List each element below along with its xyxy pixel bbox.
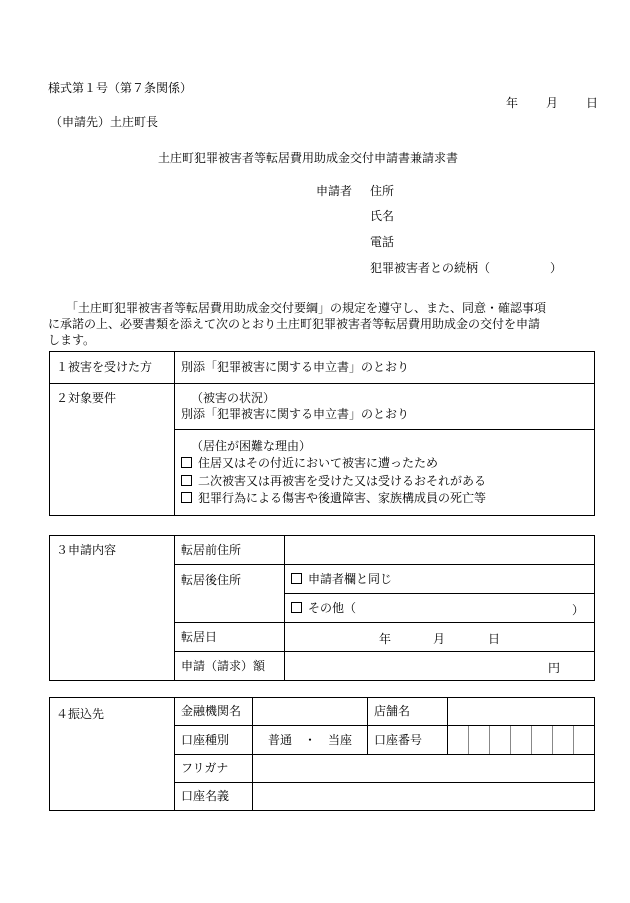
move-date-field[interactable]: 年 月 日 bbox=[285, 623, 595, 652]
furigana-field[interactable] bbox=[253, 755, 595, 783]
account-digit-box[interactable] bbox=[573, 726, 594, 754]
page-title: 土庄町犯罪被害者等転居費用助成金交付申請書兼請求書 bbox=[158, 151, 459, 165]
application-details-table bbox=[49, 535, 595, 681]
account-type-label: 口座種別 bbox=[175, 726, 253, 755]
account-holder-field[interactable] bbox=[253, 783, 595, 811]
account-number-label: 口座番号 bbox=[368, 726, 448, 755]
amount-label: 申請（請求）額 bbox=[175, 652, 285, 681]
date-day-label: 日 bbox=[586, 96, 599, 110]
applicant-address-label: 住所 bbox=[370, 184, 395, 198]
date-month-label: 月 bbox=[546, 96, 559, 110]
victim-requirements-table bbox=[49, 351, 595, 516]
checkbox[interactable] bbox=[291, 573, 302, 584]
prev-address-field[interactable] bbox=[285, 536, 595, 565]
reason-cell bbox=[175, 430, 595, 516]
account-holder-label: 口座名義 bbox=[175, 783, 253, 811]
applicant-label: 申請者 bbox=[316, 184, 353, 198]
body-text-line2: に承諾の上、必要書類を添えて次のとおり土庄町犯罪被害者等転居費用助成金の交付を申請 bbox=[48, 317, 541, 331]
bank-transfer-label: ４振込先 bbox=[50, 698, 175, 811]
reason-item[interactable]: 住居又はその付近において被害に遭ったため bbox=[181, 455, 588, 472]
situation-heading: （被害の状況） bbox=[191, 391, 276, 405]
addressee: （申請先）土庄町長 bbox=[50, 115, 159, 129]
account-digit-box[interactable] bbox=[531, 726, 552, 754]
branch-name-field[interactable] bbox=[448, 698, 595, 726]
reason-item[interactable]: 二次被害又は再被害を受けた又は受けるおそれがある bbox=[181, 473, 588, 490]
applicant-phone-label: 電話 bbox=[370, 235, 395, 249]
situation-cell bbox=[175, 384, 595, 430]
body-text-line3: します。 bbox=[48, 333, 96, 347]
account-digit-box[interactable] bbox=[489, 726, 510, 754]
bank-name-field[interactable] bbox=[253, 698, 368, 726]
date-year-label: 年 bbox=[506, 96, 519, 110]
move-date-label: 転居日 bbox=[175, 623, 285, 652]
reason-heading: （居住が困難な理由） bbox=[191, 439, 312, 453]
checkbox[interactable] bbox=[181, 492, 192, 503]
checkbox[interactable] bbox=[181, 475, 192, 486]
form-number: 様式第１号（第７条関係） bbox=[48, 81, 193, 95]
account-type-options[interactable]: 普通 ・ 当座 bbox=[253, 726, 368, 755]
account-digit-box[interactable] bbox=[510, 726, 531, 754]
bank-transfer-table bbox=[49, 697, 595, 811]
prev-address-label: 転居前住所 bbox=[175, 536, 285, 565]
furigana-label: フリガナ bbox=[175, 755, 253, 783]
body-text-line1: 「土庄町犯罪被害者等転居費用助成金交付要綱」の規定を遵守し、また、同意・確認事項 bbox=[66, 301, 547, 315]
victim-value: 別添「犯罪被害に関する申立書」のとおり bbox=[175, 352, 595, 384]
branch-name-label: 店舗名 bbox=[368, 698, 448, 726]
checkbox[interactable] bbox=[181, 457, 192, 468]
account-digit-box[interactable] bbox=[468, 726, 489, 754]
reason-item[interactable]: 犯罪行為による傷害や後遺障害、家族構成員の死亡等 bbox=[181, 490, 588, 507]
applicant-name-label: 氏名 bbox=[370, 209, 395, 223]
same-as-applicant-option[interactable]: 申請者欄と同じ bbox=[285, 565, 595, 594]
victim-label: １被害を受けた方 bbox=[50, 352, 175, 384]
account-number-field[interactable] bbox=[448, 726, 595, 755]
applicant-relation-label: 犯罪被害者との続柄（ ） bbox=[370, 261, 563, 275]
application-details-label: ３申請内容 bbox=[50, 536, 175, 681]
account-digit-box[interactable] bbox=[448, 726, 468, 754]
other-address-option[interactable]: その他（ ） bbox=[285, 594, 595, 623]
situation-value: 別添「犯罪被害に関する申立書」のとおり bbox=[181, 407, 410, 422]
bank-name-label: 金融機関名 bbox=[175, 698, 253, 726]
amount-field[interactable]: 円 bbox=[285, 652, 595, 681]
checkbox[interactable] bbox=[291, 602, 302, 613]
new-address-label: 転居後住所 bbox=[175, 565, 285, 623]
account-digit-box[interactable] bbox=[552, 726, 573, 754]
requirements-label: ２対象要件 bbox=[50, 384, 175, 516]
